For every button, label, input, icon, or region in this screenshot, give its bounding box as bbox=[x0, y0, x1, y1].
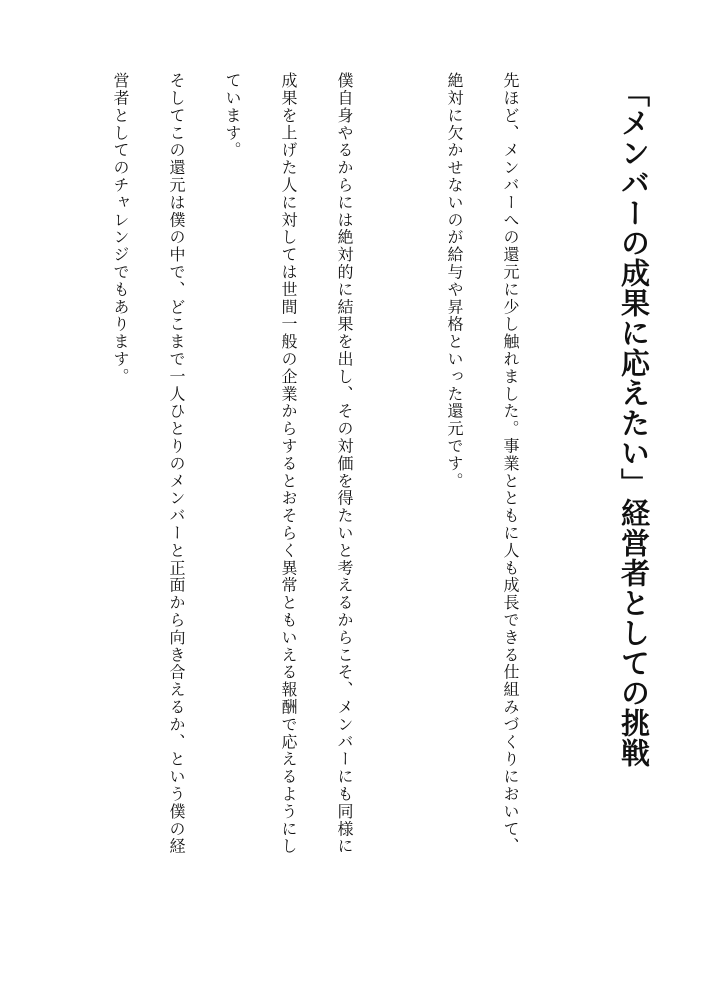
paragraph-line: 僕自身やるからには絶対的に結果を出し、その対価を得たいと考えるからこそ、メンバーにも同様に bbox=[335, 72, 354, 855]
paragraph-line: ています。 bbox=[223, 72, 242, 159]
paragraph-line: 成果を上げた人に対しては世間一般の企業からするとおそらく異常ともいえる報酬で応えるようにし bbox=[279, 72, 298, 855]
paragraph-line: 営者としてのチャレンジでもあります。 bbox=[111, 72, 130, 386]
paragraph-line: 先ほど、メンバーへの還元に少し触れました。事業とともに人も成長できる仕組みづくりにおいて、 bbox=[501, 72, 520, 855]
paragraph-line: そしてこの還元は僕の中で、どこまで一人ひとりのメンバーと正面から向き合えるか、という僕の経 bbox=[167, 72, 186, 855]
page-title: 「メンバーの成果に応えたい」経営者としての挑戦 bbox=[617, 78, 651, 768]
paragraph-line: 絶対に欠かせないのが給与や昇格といった還元です。 bbox=[445, 72, 464, 490]
